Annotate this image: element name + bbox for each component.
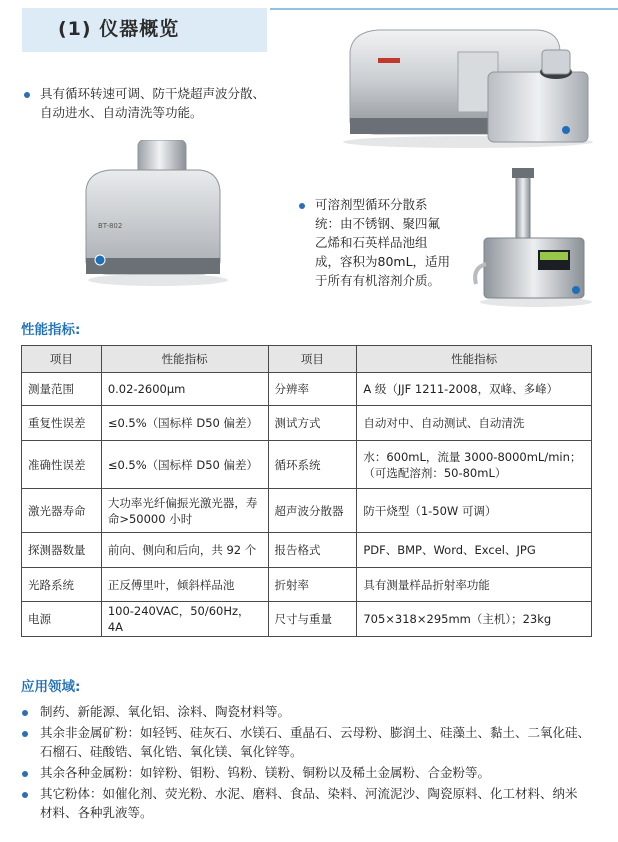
table-cell: 防干烧型（1-50W 可调） bbox=[357, 489, 592, 533]
table-cell: 尺寸与重量 bbox=[268, 602, 357, 637]
laser-analyzer-image bbox=[338, 22, 600, 150]
performance-section-title: 性能指标: bbox=[21, 322, 81, 338]
page-title: (1) 仪器概览 bbox=[58, 18, 180, 40]
table-header: 性能指标 bbox=[101, 346, 268, 373]
solvent-circulation-unit-image bbox=[472, 168, 596, 308]
table-row bbox=[22, 406, 592, 441]
table-row bbox=[22, 373, 592, 406]
table-cell: 光路系统 bbox=[22, 568, 102, 602]
table-cell: 重复性误差 bbox=[22, 406, 102, 441]
table-cell: ≤0.5%（国标样 D50 偏差） bbox=[101, 441, 268, 489]
application-item-3: 其余各种金属粉：如锌粉、钼粉、钨粉、镁粉、铜粉以及稀土金属粉、合金粉等。 bbox=[40, 765, 491, 780]
table-header: 项目 bbox=[22, 346, 102, 373]
table-cell: 激光器寿命 bbox=[22, 489, 102, 533]
bullet-icon bbox=[22, 771, 28, 777]
bullet-icon bbox=[299, 203, 305, 209]
table-cell: 电源 bbox=[22, 602, 102, 637]
applications-section-title: 应用领域: bbox=[21, 679, 81, 695]
application-item-4: 其它粉体：如催化剂、荧光粉、水泥、磨料、食品、染料、河流泥沙、陶瓷原料、化工材料、纳米 材料、各种乳液等。 bbox=[40, 786, 578, 820]
table-row bbox=[22, 533, 592, 568]
table-cell: PDF、BMP、Word、Excel、JPG bbox=[357, 533, 592, 568]
table-header: 性能指标 bbox=[357, 346, 592, 373]
table-row bbox=[22, 568, 592, 602]
bullet-icon bbox=[24, 92, 30, 98]
table-header-row bbox=[22, 346, 592, 373]
table-cell: ≤0.5%（国标样 D50 偏差） bbox=[101, 406, 268, 441]
application-item-1: 制药、新能源、氧化铝、涂料、陶瓷材料等。 bbox=[40, 704, 291, 719]
table-cell: 水：600mL，流量 3000-8000mL/min；（可选配溶剂：50-80mL） bbox=[357, 441, 592, 489]
table-row bbox=[22, 441, 592, 489]
table-cell: 自动对中、自动测试、自动清洗 bbox=[357, 406, 592, 441]
table-row bbox=[22, 489, 592, 533]
table-cell: 探测器数量 bbox=[22, 533, 102, 568]
table-cell: A 级（JJF 1211-2008，双峰、多峰） bbox=[357, 373, 592, 406]
device-label: BT-802 bbox=[98, 222, 123, 230]
table-cell: 循环系统 bbox=[268, 441, 357, 489]
table-cell: 测量范围 bbox=[22, 373, 102, 406]
header-divider bbox=[270, 8, 618, 10]
table-cell: 前向、侧向和后向，共 92 个 bbox=[101, 533, 268, 568]
bullet-icon bbox=[22, 731, 28, 737]
table-cell: 折射率 bbox=[268, 568, 357, 602]
table-header: 项目 bbox=[268, 346, 357, 373]
table-cell: 大功率光纤偏振光激光器，寿命>50000 小时 bbox=[101, 489, 268, 533]
intro-item-1: 具有循环转速可调、防干烧超声波分散、 自动进水、自动清洗等功能。 bbox=[40, 86, 266, 120]
application-item-2: 其余非金属矿粉：如轻钙、硅灰石、水镁石、重晶石、云母粉、膨润土、硅藻土、黏土、二氧化硅、 石榴石、硅酸锆、氧化锆、氧化镁、氧化锌等。 bbox=[40, 725, 591, 759]
table-cell: 报告格式 bbox=[268, 533, 357, 568]
table-cell: 705×318×295mm（主机）；23kg bbox=[357, 602, 592, 637]
intro-item-2: 可溶剂型循环分散系 统：由不锈钢、聚四氟 乙烯和石英样品池组 成，容积为80mL，适用 于所有有机溶剂介质。 bbox=[315, 197, 451, 288]
dispersion-unit-image bbox=[80, 140, 230, 288]
table-cell: 测试方式 bbox=[268, 406, 357, 441]
table-cell: 准确性误差 bbox=[22, 441, 102, 489]
table-cell: 分辨率 bbox=[268, 373, 357, 406]
table-cell: 100-240VAC，50/60Hz，4A bbox=[101, 602, 268, 637]
bullet-icon bbox=[22, 710, 28, 716]
table-row bbox=[22, 602, 592, 637]
performance-table bbox=[21, 345, 592, 637]
table-cell: 0.02-2600μm bbox=[101, 373, 268, 406]
bullet-icon bbox=[22, 792, 28, 798]
table-cell: 正反傅里叶，倾斜样品池 bbox=[101, 568, 268, 602]
table-cell: 具有测量样品折射率功能 bbox=[357, 568, 592, 602]
table-cell: 超声波分散器 bbox=[268, 489, 357, 533]
